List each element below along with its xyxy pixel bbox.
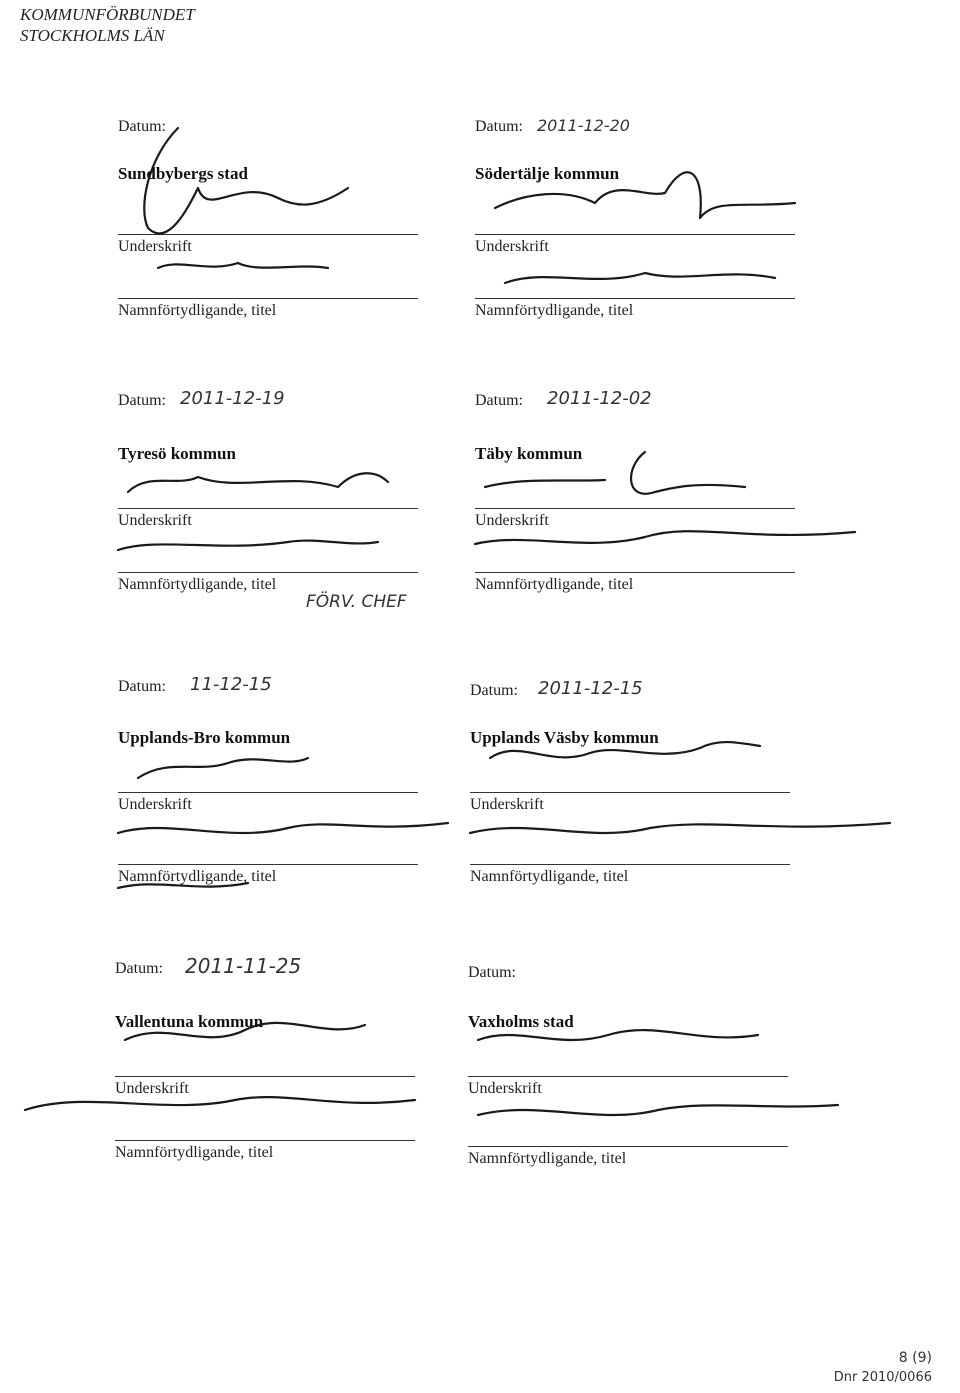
underskrift-label: Underskrift: [475, 238, 549, 255]
signature-block-vaxholm: [468, 960, 808, 1180]
signature-line: [475, 508, 795, 509]
namnfortydligande-label: Namnförtydligande, titel: [118, 302, 277, 319]
signature-block-upplands-vasby: [470, 678, 810, 898]
signature-line: [118, 234, 418, 235]
signature-line: [475, 234, 795, 235]
org-name: Täby kommun: [475, 444, 583, 463]
signature-block-sodertalje: [475, 118, 815, 338]
signature-line: [468, 1076, 788, 1077]
namnfortydligande-label: Namnförtydligande, titel: [470, 868, 629, 885]
org-name: Sundbybergs stad: [118, 164, 248, 183]
org-name: Vallentuna kommun: [115, 1012, 264, 1031]
name-line: [118, 572, 418, 573]
document-header: [20, 4, 195, 46]
handwritten-date: 2011-11-25: [185, 954, 302, 978]
header-org-line1: KOMMUNFÖRBUNDET: [20, 5, 195, 24]
org-name: Upplands-Bro kommun: [118, 728, 291, 747]
org-name: Upplands Väsby kommun: [470, 728, 659, 747]
namnfortydligande-label: Namnförtydligande, titel: [115, 1144, 274, 1161]
underskrift-label: Underskrift: [118, 796, 192, 813]
signature-block-vallentuna: [115, 954, 455, 1180]
handwritten-date: 2011-12-02: [547, 388, 652, 409]
handwritten-date: 11-12-15: [190, 674, 272, 695]
handwritten-title: FÖRV. CHEF: [306, 592, 407, 612]
underskrift-label: Underskrift: [468, 1080, 542, 1097]
page-number: 8 (9): [898, 1350, 932, 1366]
name-line: [475, 298, 795, 299]
org-name: Vaxholms stad: [468, 1012, 574, 1031]
namnfortydligande-label: Namnförtydligande, titel: [468, 1150, 627, 1167]
name-line: [118, 864, 418, 865]
namnfortydligande-label: Namnförtydligande, titel: [475, 302, 634, 319]
signature-line: [118, 508, 418, 509]
underskrift-label: Underskrift: [475, 512, 549, 529]
signature-line: [470, 792, 790, 793]
underskrift-label: Underskrift: [115, 1080, 189, 1097]
signature-block-tyreso: [118, 388, 458, 612]
datum-label: Datum:: [118, 392, 166, 409]
underskrift-label: Underskrift: [118, 238, 192, 255]
handwritten-date: 2011-12-20: [537, 116, 630, 135]
signature-block-taby: [475, 388, 815, 612]
datum-label: Datum:: [475, 392, 523, 409]
datum-label: Datum:: [118, 678, 166, 695]
name-line: [470, 864, 790, 865]
datum-label: Datum:: [468, 964, 516, 981]
datum-label: Datum:: [475, 118, 523, 135]
namnfortydligande-label: Namnförtydligande, titel: [118, 868, 277, 885]
header-org-line2: STOCKHOLMS LÄN: [20, 26, 165, 45]
underskrift-label: Underskrift: [470, 796, 544, 813]
org-name: Södertälje kommun: [475, 164, 620, 183]
namnfortydligande-label: Namnförtydligande, titel: [118, 576, 277, 593]
underskrift-label: Underskrift: [118, 512, 192, 529]
handwritten-date: 2011-12-15: [538, 678, 643, 699]
datum-label: Datum:: [470, 682, 518, 699]
signature-line: [115, 1076, 415, 1077]
name-line: [118, 298, 418, 299]
signature-block-sundbyberg: [118, 118, 458, 338]
document-reference: Dnr 2010/0066: [833, 1370, 932, 1385]
signature-block-upplands-bro: [118, 674, 458, 898]
namnfortydligande-label: Namnförtydligande, titel: [475, 576, 634, 593]
datum-label: Datum:: [118, 118, 166, 135]
name-line: [468, 1146, 788, 1147]
datum-label: Datum:: [115, 960, 163, 977]
name-line: [115, 1140, 415, 1141]
signature-line: [118, 792, 418, 793]
org-name: Tyresö kommun: [118, 444, 236, 463]
handwritten-date: 2011-12-19: [180, 388, 285, 409]
name-line: [475, 572, 795, 573]
